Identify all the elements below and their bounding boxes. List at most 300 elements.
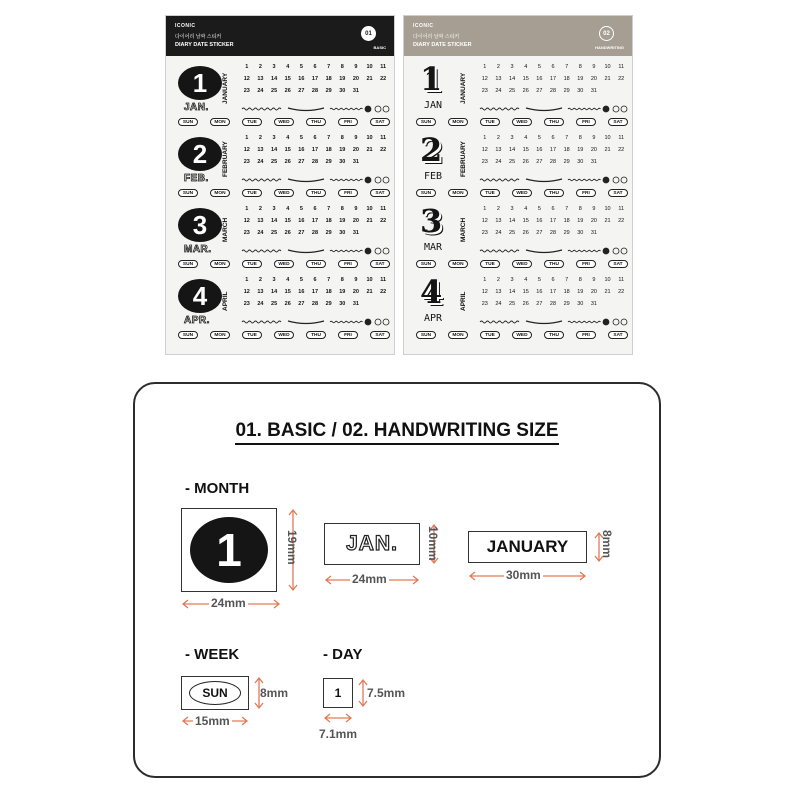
day-number: 13 [257, 147, 264, 153]
weekday-row [416, 189, 628, 197]
day-number: 6 [551, 64, 555, 70]
day-number: 10 [366, 64, 373, 70]
month-number-sticker: 3 [420, 202, 443, 240]
day-number: 16 [536, 218, 543, 224]
sheet-header [404, 16, 632, 56]
day-number: 18 [325, 289, 332, 295]
day-height-dim: 7.5mm [367, 686, 406, 700]
day-number: 20 [590, 147, 597, 153]
month-abbr-sticker: JAN [424, 100, 443, 111]
month-name-sticker: APRIL [460, 291, 467, 311]
day-number: 31 [590, 230, 597, 236]
day-number: 1 [483, 206, 487, 212]
weekday-row [416, 331, 628, 339]
day-number: 17 [311, 76, 319, 82]
day-number-grid [478, 64, 628, 94]
day-number: 7 [327, 277, 331, 283]
day-number: 22 [380, 76, 387, 82]
weekday-sticker: TUE [242, 189, 262, 197]
day-number: 8 [578, 206, 582, 212]
day-number: 23 [243, 88, 250, 94]
day-number: 17 [311, 289, 319, 295]
day-number: 5 [299, 206, 303, 212]
day-number: 4 [286, 135, 290, 141]
week-sample [181, 676, 249, 710]
day-number: 26 [284, 230, 291, 236]
day-number: 14 [271, 147, 278, 153]
day-number: 8 [340, 135, 344, 141]
month-abbr-sticker: APR [424, 313, 443, 324]
day-number: 6 [313, 206, 317, 212]
day-number: 27 [298, 301, 305, 307]
day-number: 21 [604, 218, 611, 224]
day-number: 14 [509, 147, 516, 153]
day-number: 27 [536, 159, 543, 165]
weekday-sticker: TUE [480, 331, 500, 339]
day-number: 19 [577, 289, 584, 295]
day-number: 29 [325, 88, 332, 94]
day-number: 30 [577, 230, 584, 236]
weekday-sticker: THU [306, 260, 326, 268]
weekday-sticker: WED [274, 118, 294, 126]
day-number: 9 [592, 277, 596, 283]
decorative-line-icons [478, 246, 628, 256]
month-number-sticker: 1 [420, 60, 443, 98]
day-number: 21 [366, 76, 373, 82]
day-number: 11 [618, 206, 625, 212]
day-number: 7 [565, 206, 569, 212]
day-number: 17 [549, 76, 557, 82]
day-number: 22 [618, 289, 625, 295]
size-guide-card [133, 382, 661, 778]
weekday-sticker: SUN [416, 331, 436, 339]
day-number: 24 [257, 230, 264, 236]
weekday-sticker: FRI [576, 260, 596, 268]
decorative-line-icons [240, 317, 390, 327]
weekday-sticker: SAT [608, 189, 628, 197]
day-number: 22 [618, 76, 625, 82]
day-number: 24 [495, 159, 502, 165]
day-number: 20 [352, 147, 359, 153]
day-number: 13 [495, 218, 502, 224]
day-number: 7 [327, 64, 331, 70]
abbr-width-dim: 24mm [352, 572, 387, 586]
day-number: 31 [590, 301, 597, 307]
month-block [166, 131, 395, 202]
day-number: 15 [284, 218, 291, 224]
day-number: 14 [509, 218, 516, 224]
day-number: 11 [380, 64, 387, 70]
weekday-sticker: TUE [242, 331, 262, 339]
weekday-sticker: SAT [370, 260, 390, 268]
day-number: 24 [495, 301, 502, 307]
day-number-grid [240, 135, 390, 165]
weekday-sticker: SUN [178, 118, 198, 126]
sheet-title: DIARY DATE STICKER [175, 42, 234, 48]
day-number: 10 [604, 206, 611, 212]
weekday-row [416, 260, 628, 268]
day-number: 31 [590, 88, 597, 94]
day-number: 19 [339, 289, 346, 295]
weekday-sticker: TUE [242, 260, 262, 268]
day-number: 16 [298, 76, 305, 82]
day-number: 2 [258, 206, 262, 212]
month-abbr-sticker: APR. [184, 315, 210, 326]
day-number-grid [240, 64, 390, 94]
day-number: 1 [245, 135, 249, 141]
horizontal-arrow-icon [323, 712, 353, 724]
month-name-sticker: APRIL [222, 291, 229, 311]
day-number: 17 [549, 218, 557, 224]
day-number: 3 [510, 206, 514, 212]
day-number: 18 [325, 76, 332, 82]
day-number: 21 [366, 218, 373, 224]
month-block [404, 273, 633, 344]
weekday-sticker: SUN [178, 331, 198, 339]
day-number: 6 [551, 206, 555, 212]
day-number: 14 [509, 76, 516, 82]
day-number: 22 [380, 289, 387, 295]
sheet-number-badge: 02 [599, 26, 614, 41]
day-number: 17 [549, 289, 557, 295]
guide-title: 01. BASIC / 02. HANDWRITING SIZE [135, 420, 659, 442]
weekday-sticker: FRI [576, 118, 596, 126]
day-number: 6 [551, 135, 555, 141]
day-number: 15 [522, 147, 529, 153]
day-number: 7 [565, 277, 569, 283]
day-number: 30 [339, 301, 346, 307]
abbr-height-dim: 10mm [426, 526, 440, 561]
weekday-sticker: SUN [178, 189, 198, 197]
day-number: 23 [481, 88, 488, 94]
day-number: 16 [298, 147, 305, 153]
day-number: 23 [481, 230, 488, 236]
day-number: 9 [592, 135, 596, 141]
day-number: 26 [522, 230, 529, 236]
day-number: 16 [298, 289, 305, 295]
weekday-sticker: MON [448, 118, 468, 126]
weekday-row [178, 118, 390, 126]
day-number: 26 [284, 301, 291, 307]
day-number: 28 [311, 88, 319, 94]
day-number: 13 [495, 147, 502, 153]
day-number: 3 [272, 206, 276, 212]
day-number: 3 [272, 135, 276, 141]
day-number: 18 [563, 76, 570, 82]
day-number: 31 [590, 159, 597, 165]
month-block [166, 60, 395, 131]
day-number: 30 [339, 88, 346, 94]
day-number: 27 [298, 88, 305, 94]
weekday-sticker: MON [210, 331, 230, 339]
weekday-sticker: TUE [480, 260, 500, 268]
weekday-sticker: THU [306, 331, 326, 339]
day-number: 23 [243, 301, 250, 307]
day-number: 10 [604, 64, 611, 70]
day-number: 3 [510, 277, 514, 283]
weekday-row [178, 260, 390, 268]
week-section-label: - WEEK [185, 646, 240, 663]
day-number: 3 [510, 64, 514, 70]
weekday-sticker: MON [448, 189, 468, 197]
day-number: 10 [366, 277, 373, 283]
day-number: 20 [590, 289, 597, 295]
weekday-sticker: SUN [178, 260, 198, 268]
month-name-sticker: MARCH [460, 217, 467, 243]
day-number: 23 [481, 159, 488, 165]
day-number: 5 [537, 206, 541, 212]
day-number: 8 [340, 64, 344, 70]
day-number: 5 [537, 277, 541, 283]
day-number: 27 [536, 88, 543, 94]
day-number: 12 [243, 76, 250, 82]
month-number-sticker: 4 [420, 273, 443, 311]
month-abbr-sticker: JAN. [184, 102, 209, 113]
weekday-sticker: MON [210, 118, 230, 126]
day-number: 21 [366, 289, 373, 295]
month-number-sticker: 2 [420, 131, 443, 169]
day-number: 26 [284, 88, 291, 94]
day-number: 8 [340, 277, 344, 283]
month-full-text: JANUARY [486, 537, 569, 556]
day-number: 7 [327, 135, 331, 141]
day-number: 29 [325, 301, 332, 307]
weekday-sticker: MON [210, 260, 230, 268]
day-number: 8 [578, 135, 582, 141]
day-number: 1 [245, 277, 249, 283]
weekday-sticker: WED [512, 189, 532, 197]
day-number: 15 [522, 289, 529, 295]
month-number-sticker: 1 [178, 66, 222, 100]
day-number: 27 [536, 230, 543, 236]
day-number-grid [240, 277, 390, 307]
day-number: 14 [509, 289, 516, 295]
day-number: 14 [271, 76, 278, 82]
day-number: 30 [339, 230, 346, 236]
month-name-sticker: JANUARY [460, 72, 467, 104]
day-number: 31 [352, 230, 359, 236]
day-number: 6 [551, 277, 555, 283]
day-number: 24 [495, 88, 502, 94]
day-number: 20 [352, 218, 359, 224]
day-number: 28 [311, 230, 319, 236]
month-abbr-sticker: MAR. [184, 244, 212, 255]
korean-title: 다이어리 날짜 스티커 [175, 34, 222, 40]
day-number: 2 [496, 206, 500, 212]
day-number: 4 [524, 206, 528, 212]
day-number: 2 [258, 64, 262, 70]
weekday-row [178, 189, 390, 197]
brand-label: ICONIC [175, 23, 196, 29]
day-number: 26 [522, 301, 529, 307]
day-number: 11 [618, 135, 625, 141]
day-number: 30 [577, 301, 584, 307]
day-number: 17 [311, 218, 319, 224]
decorative-line-icons [240, 246, 390, 256]
weekday-sticker: SUN [416, 118, 436, 126]
day-number: 20 [352, 76, 359, 82]
weekday-sticker: FRI [576, 331, 596, 339]
day-number: 27 [536, 301, 543, 307]
day-number: 1 [483, 135, 487, 141]
day-number: 28 [311, 159, 319, 165]
weekday-sticker: MON [448, 260, 468, 268]
day-number: 31 [352, 88, 359, 94]
week-sample-pill: SUN [189, 681, 241, 705]
weekday-sticker: TUE [480, 118, 500, 126]
day-number: 5 [299, 277, 303, 283]
day-number: 13 [495, 76, 502, 82]
day-number: 30 [577, 88, 584, 94]
day-number: 12 [481, 289, 488, 295]
day-number: 2 [496, 64, 500, 70]
day-number: 15 [284, 76, 291, 82]
month-block [404, 202, 633, 273]
month-abbr-sample [324, 523, 420, 565]
month-abbr-sticker: FEB [424, 171, 443, 182]
day-number: 23 [243, 230, 250, 236]
day-number: 11 [618, 64, 625, 70]
brand-label: ICONIC [413, 23, 434, 29]
day-number: 13 [257, 218, 264, 224]
month-name-sticker: FEBRUARY [222, 141, 229, 177]
day-number: 17 [549, 147, 557, 153]
weekday-sticker: MON [448, 331, 468, 339]
day-number: 19 [577, 218, 584, 224]
day-number: 18 [325, 218, 332, 224]
weekday-sticker: SAT [608, 260, 628, 268]
day-number: 28 [549, 301, 557, 307]
day-number: 7 [327, 206, 331, 212]
day-number: 28 [549, 230, 557, 236]
day-number: 25 [271, 159, 278, 165]
day-number: 12 [481, 76, 488, 82]
weekday-sticker: THU [544, 189, 564, 197]
day-number: 19 [339, 147, 346, 153]
day-number: 18 [563, 218, 570, 224]
day-number: 4 [286, 277, 290, 283]
month-abbr-sticker: MAR [424, 242, 443, 253]
day-number: 29 [563, 159, 570, 165]
full-width-dim: 30mm [506, 568, 541, 582]
day-number: 2 [258, 277, 262, 283]
day-number: 7 [565, 135, 569, 141]
decorative-line-icons [478, 175, 628, 185]
month-block [166, 202, 395, 273]
sheet-number-badge: 01 [361, 26, 376, 41]
weekday-sticker: SAT [608, 331, 628, 339]
day-number: 2 [258, 135, 262, 141]
day-number: 18 [563, 289, 570, 295]
day-number: 25 [509, 230, 516, 236]
day-number: 14 [271, 218, 278, 224]
day-number: 16 [298, 218, 305, 224]
day-number: 15 [284, 289, 291, 295]
month-name-sticker: MARCH [222, 217, 229, 243]
month-number-sticker: 3 [178, 208, 222, 242]
day-number: 12 [481, 147, 488, 153]
day-number: 15 [522, 218, 529, 224]
day-number: 10 [366, 206, 373, 212]
day-number: 20 [590, 218, 597, 224]
month-abbr-sticker: FEB. [184, 173, 209, 184]
day-number: 16 [536, 76, 543, 82]
day-number: 13 [495, 289, 502, 295]
day-number: 14 [271, 289, 278, 295]
num-width-dim: 24mm [211, 596, 246, 610]
day-number: 22 [618, 147, 625, 153]
day-number: 4 [524, 135, 528, 141]
day-number: 6 [313, 64, 317, 70]
day-number: 21 [604, 289, 611, 295]
num-height-dim: 19mm [285, 530, 299, 565]
day-number: 10 [604, 277, 611, 283]
day-number: 4 [524, 277, 528, 283]
day-number: 16 [536, 147, 543, 153]
month-number-ellipse: 1 [190, 517, 268, 583]
day-number: 29 [563, 88, 570, 94]
weekday-sticker: THU [306, 118, 326, 126]
day-number: 8 [578, 64, 582, 70]
day-number: 9 [354, 135, 358, 141]
weekday-sticker: FRI [338, 189, 358, 197]
day-number: 22 [380, 218, 387, 224]
day-number: 25 [509, 88, 516, 94]
day-number: 25 [509, 159, 516, 165]
month-number-sticker: 4 [178, 279, 222, 313]
day-number: 19 [339, 218, 346, 224]
sheet-style-label: BASIC [373, 45, 386, 50]
day-number: 12 [481, 218, 488, 224]
day-number: 29 [325, 159, 332, 165]
weekday-sticker: WED [512, 331, 532, 339]
korean-title: 다이어리 날짜 스티커 [413, 34, 460, 40]
day-number: 15 [522, 76, 529, 82]
weekday-sticker: SAT [370, 118, 390, 126]
day-number-grid [478, 206, 628, 236]
day-number: 29 [325, 230, 332, 236]
day-number: 10 [366, 135, 373, 141]
day-number: 25 [509, 301, 516, 307]
day-number: 27 [298, 159, 305, 165]
day-number: 24 [495, 230, 502, 236]
decorative-line-icons [240, 175, 390, 185]
day-number: 15 [284, 147, 291, 153]
day-number: 7 [565, 64, 569, 70]
weekday-sticker: FRI [338, 331, 358, 339]
day-number: 26 [522, 159, 529, 165]
day-number: 28 [311, 301, 319, 307]
day-number: 16 [536, 289, 543, 295]
day-number: 22 [380, 147, 387, 153]
day-number: 19 [577, 76, 584, 82]
day-number: 3 [272, 64, 276, 70]
day-number: 1 [245, 206, 249, 212]
month-block [404, 131, 633, 202]
sheet-style-label: HANDWRITING [595, 45, 624, 50]
weekday-sticker: WED [274, 189, 294, 197]
day-number: 8 [578, 277, 582, 283]
day-number: 26 [284, 159, 291, 165]
day-number: 9 [354, 206, 358, 212]
weekday-sticker: SAT [370, 189, 390, 197]
weekday-sticker: THU [544, 260, 564, 268]
day-number: 20 [352, 289, 359, 295]
weekday-sticker: WED [274, 331, 294, 339]
day-number: 2 [496, 277, 500, 283]
day-number: 29 [563, 301, 570, 307]
day-number: 29 [563, 230, 570, 236]
